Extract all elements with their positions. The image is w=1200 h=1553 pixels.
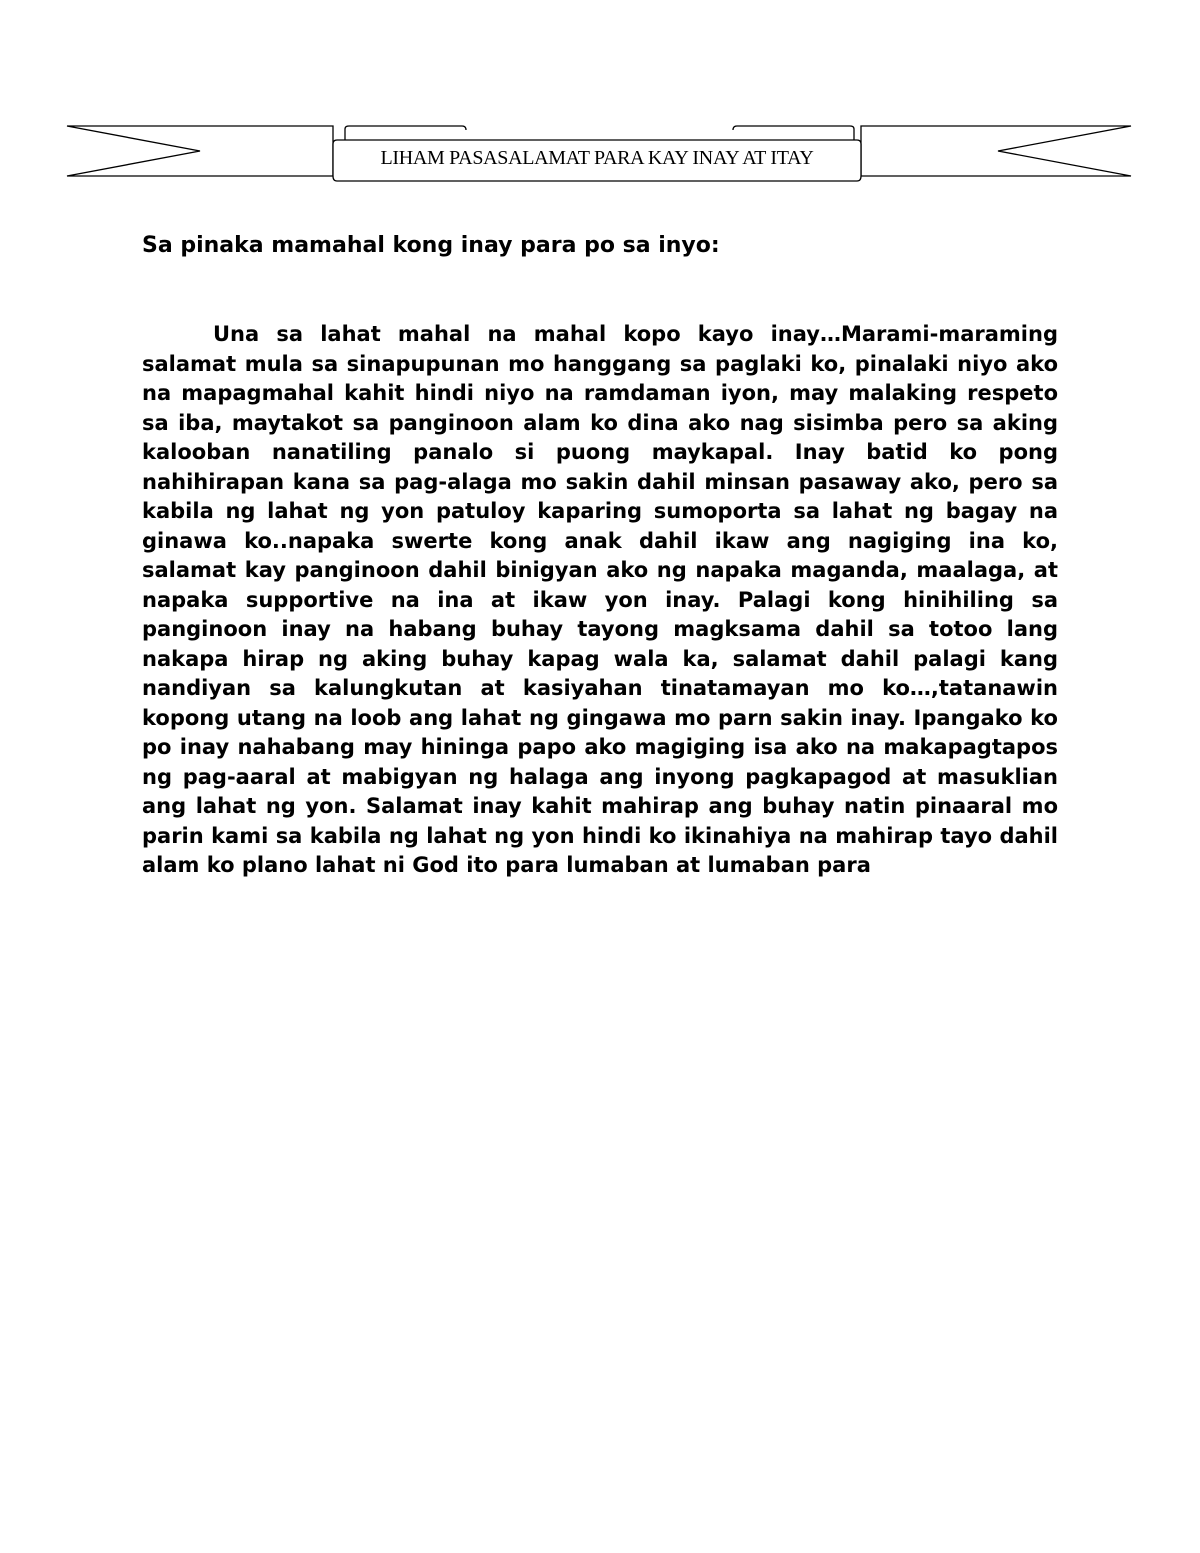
ribbon-right-fold bbox=[733, 126, 854, 140]
letter-salutation: Sa pinaka mamahal kong inay para po sa inyo: bbox=[142, 233, 720, 258]
ribbon-left-tail bbox=[67, 126, 333, 176]
ribbon-right-tail bbox=[861, 126, 1131, 176]
banner-title: LIHAM PASASALAMAT PARA KAY INAY AT ITAY bbox=[380, 146, 814, 169]
letter-body: Una sa lahat mahal na mahal kopo kayo inay…Marami-maraming salamat mula sa sinapupunan mo hanggang sa paglaki ko, pinalaki niyo ako na mapagmahal kahit hindi niyo na ramdaman iyon, may malaking respeto sa iba, maytakot sa panginoon alam ko dina ako nag sisimba pero sa aking kalooban nanatiling panalo si puong maykapal. Inay batid ko pong nahihirapan kana sa pag-alaga mo sakin dahil minsan pasaway ako, pero sa kabila ng lahat ng yon patuloy kaparing sumoporta sa lahat ng bagay na ginawa ko..napaka swerte kong anak dahil ikaw ang nagiging ina ko, salamat kay panginoon dahil binigyan ako ng napaka maganda, maalaga, at napaka supportive na ina at ikaw yon inay. Palagi kong hinihiling sa panginoon inay na habang buhay tayong magksama dahil sa totoo lang nakapa hirap ng aking buhay kapag wala ka, salamat dahil palagi kang nandiyan sa kalungkutan at kasiyahan tinatamayan mo ko…,tatanawin kopong utang na loob ang lahat ng gingawa mo parn sakin inay. Ipangako ko po inay nahabang may hininga papo ako magiging isa ako na makapagtapos ng pag-aaral at mabigyan ng halaga ang inyong pagkapagod at masuklian ang lahat ng yon. Salamat inay kahit mahirap ang buhay natin pinaaral mo parin kami sa kabila ng lahat ng yon hindi ko ikinahiya na mahirap tayo dahil alam ko plano lahat ni God ito para lumaban at lumaban para bbox=[142, 322, 1058, 877]
ribbon-left-fold bbox=[345, 126, 466, 140]
